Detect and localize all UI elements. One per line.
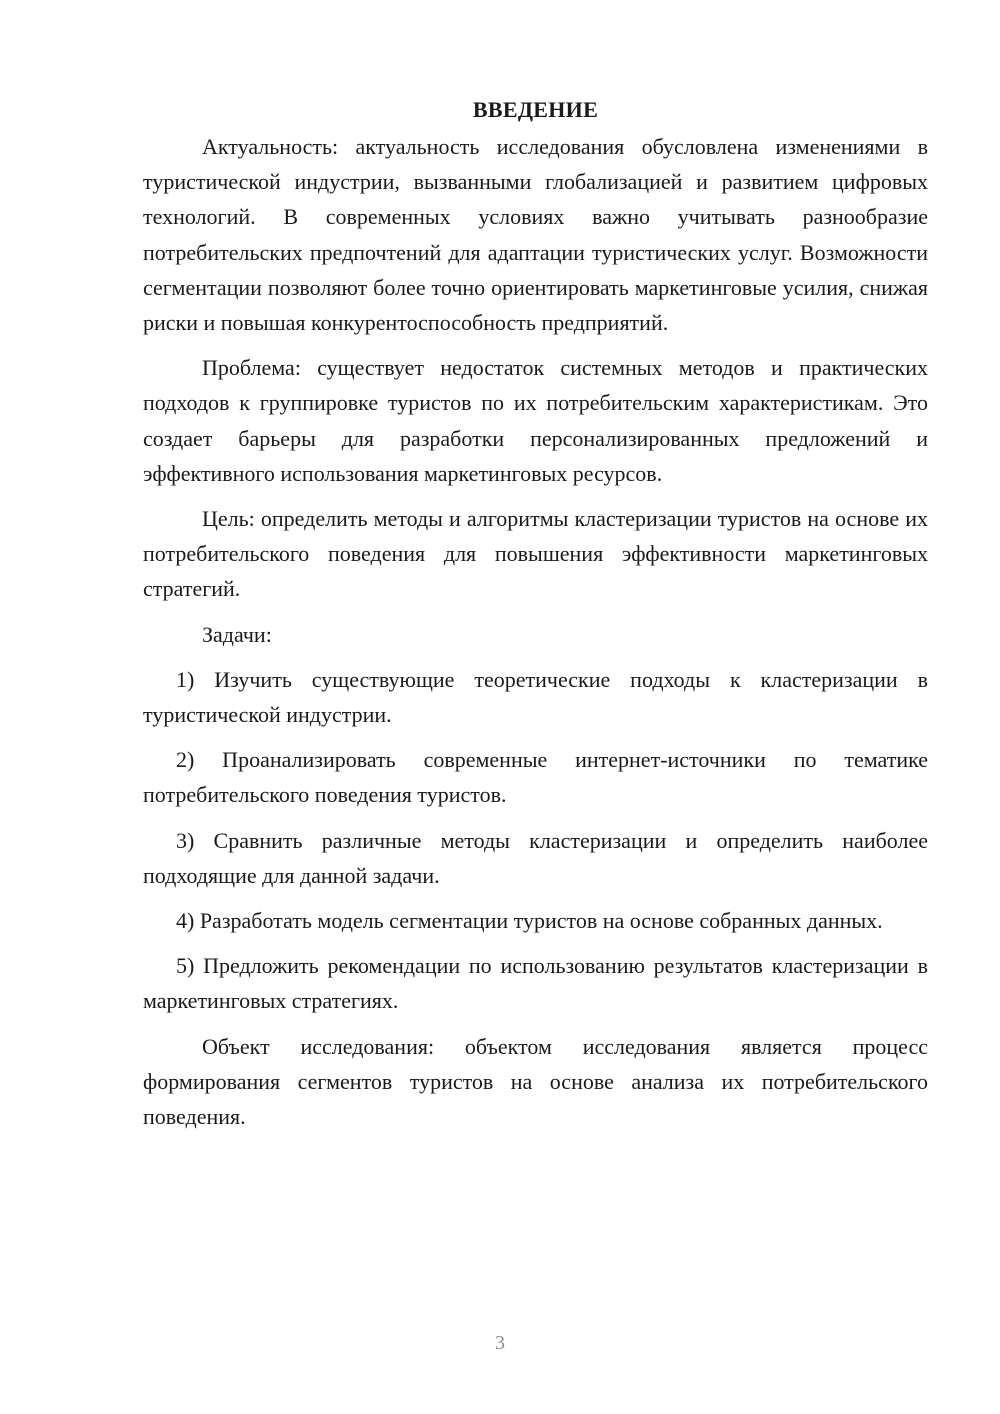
document-page — [143, 92, 928, 1144]
relevance-paragraph: Актуальность: актуальность исследования обусловлена изменениями в туристической индустрии, вызванными глобализацией и развитием цифровых технологий. В современных условиях важно учитывать разнообразие потребительских предпочтений для адаптации туристических услуг. Возможности сегментации позволяют более точно ориентировать маркетинговые усилия, снижая риски и повышая конкурентоспособность предприятий. — [143, 134, 928, 336]
task-item-1: 1) Изучить существующие теоретические подходы к кластеризации в туристической индустрии. — [143, 666, 928, 728]
task-item-3: 3) Сравнить различные методы кластеризации и определить наиболее подходящие для данной задачи. — [143, 827, 928, 888]
section-heading: ВВЕДЕНИЕ — [472, 97, 599, 122]
page-number: 3 — [495, 1332, 505, 1354]
problem-paragraph: Проблема: существует недостаток системных методов и практических подходов к группировке туристов по их потребительским характеристикам. Это создает барьеры для разработки персонализированных предложений и эффективного использования маркетинговых ресурсов. — [143, 355, 928, 486]
task-item-2: 2) Проанализировать современные интернет-источники по тематике потребительского поведения туристов. — [143, 747, 928, 808]
goal-paragraph: Цель: определить методы и алгоритмы кластеризации туристов на основе их потребительского поведения для повышения эффективности маркетинговых стратегий. — [143, 506, 928, 602]
task-item-5: 5) Предложить рекомендации по использованию результатов кластеризации в маркетинговых стратегиях. — [143, 953, 928, 1014]
object-paragraph: Объект исследования: объектом исследования является процесс формирования сегментов туристов на основе анализа их потребительского поведения. — [143, 1033, 928, 1130]
tasks-label: Задачи: — [202, 621, 272, 647]
task-item-4: 4) Разработать модель сегментации туристов на основе собранных данных. — [176, 908, 883, 934]
